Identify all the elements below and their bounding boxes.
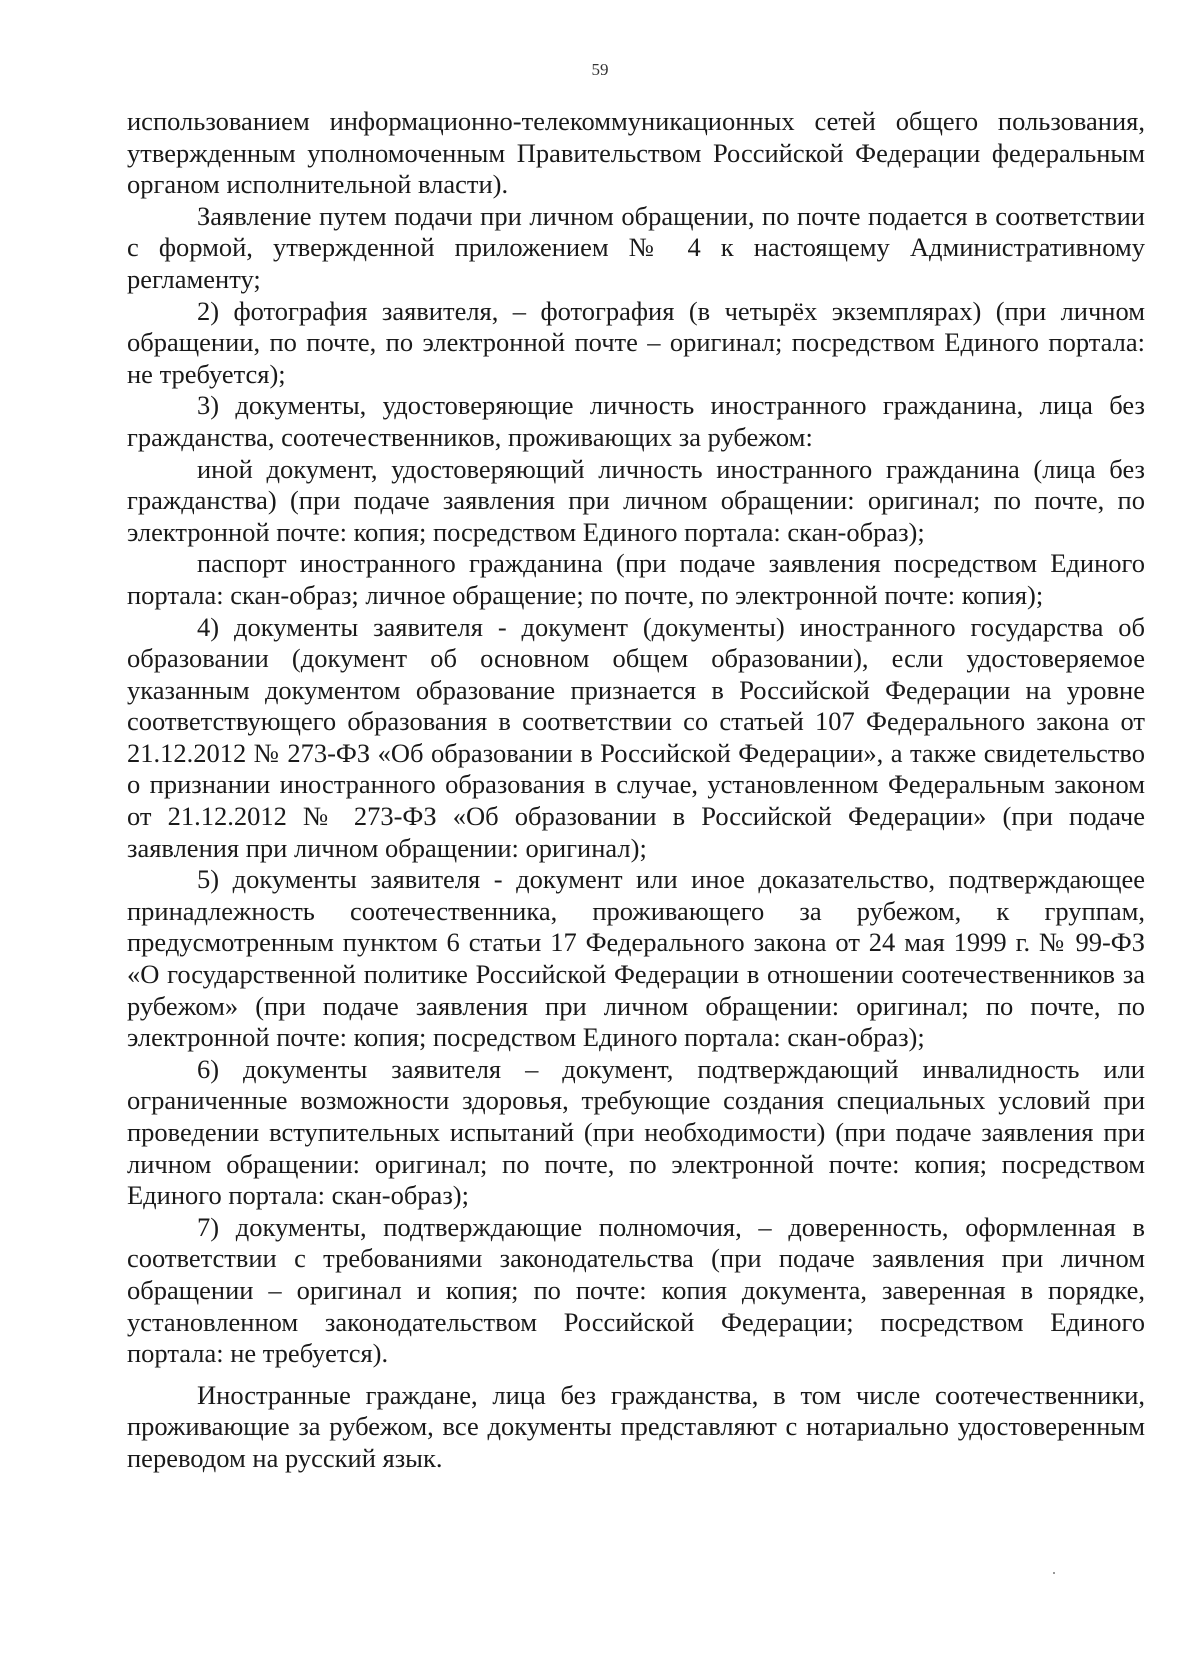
paragraph-other-identity-document: иной документ, удостоверяющий личность иностранного гражданина (лица без гражданства) (при подаче заявления при личном обращении: оригинал; по почте, по электронной почте: копия; посредством Единого портала: скан-образ);	[127, 453, 1145, 547]
paragraph-item-4-education-documents: 4) документы заявителя - документ (документы) иностранного государства об образовании (документ об основном общем образовании), если удостоверяемое указанным документом образование признается в Российской Федерации на уровне соответствующего образования в соответствии со статьей 107 Федерального закона от 21.12.2012 № 273-ФЗ «Об образовании в Российской Федерации», а также свидетельство о признании иностранного образования в случае, установленном Федеральным законом от 21.12.2012 № 273-ФЗ «Об образовании в Российской Федерации» (при подаче заявления при личном обращении: оригинал);	[127, 611, 1145, 863]
paragraph-item-5-compatriot-evidence: 5) документы заявителя - документ или иное доказательство, подтверждающее принадлежность соотечественника, проживающего за рубежом, к группам, предусмотренным пунктом 6 статьи 17 Федерального закона от 24 мая 1999 г. № 99-ФЗ «О государственной политике Российской Федерации в отношении соотечественников за рубежом» (при подаче заявления при личном обращении: оригинал; по почте, по электронной почте: копия; посредством Единого портала: скан-образ);	[127, 864, 1145, 1053]
paragraph-item-2-photo: 2) фотография заявителя, – фотография (в четырёх экземплярах) (при личном обращении, по почте, по электронной почте – оригинал; посредством Единого портала: не требуется);	[127, 295, 1145, 389]
scan-speck	[1053, 1572, 1055, 1574]
paragraph-foreign-passport: паспорт иностранного гражданина (при подаче заявления посредством Единого портала: скан-образ; личное обращение; по почте, по электронной почте: копия);	[127, 548, 1145, 610]
paragraph-application-form: Заявление путем подачи при личном обращении, по почте подается в соответствии с формой, утвержденной приложением № 4 к настоящему Административному регламенту;	[127, 200, 1145, 294]
page-number: 59	[591, 60, 609, 79]
paragraph-notarized-translation: Иностранные граждане, лица без гражданства, в том числе соотечественники, проживающие за рубежом, все документы представляют с нотариально удостоверенным переводом на русский язык.	[127, 1379, 1145, 1473]
paragraph-item-3-identity-documents: 3) документы, удостоверяющие личность иностранного гражданина, лица без гражданства, соотечественников, проживающих за рубежом:	[127, 390, 1145, 452]
paragraph-item-6-disability-document: 6) документы заявителя – документ, подтверждающий инвалидность или ограниченные возможности здоровья, требующие создания специальных условий при проведении вступительных испытаний (при необходимости) (при подаче заявления при личном обращении: оригинал; по почте, по электронной почте: копия; посредством Единого портала: скан-образ);	[127, 1053, 1145, 1211]
document-body	[127, 106, 1145, 1475]
paragraph-item-7-authority-documents: 7) документы, подтверждающие полномочия, – доверенность, оформленная в соответствии с требованиями законодательства (при подаче заявления при личном обращении – оригинал и копия; по почте: копия документа, заверенная в порядке, установленном законодательством Российской Федерации; посредством Единого портала: не требуется).	[127, 1211, 1145, 1369]
paragraph-continuation: использованием информационно-телекоммуникационных сетей общего пользования, утвержденным уполномоченным Правительством Российской Федерации федеральным органом исполнительной власти).	[127, 106, 1145, 200]
